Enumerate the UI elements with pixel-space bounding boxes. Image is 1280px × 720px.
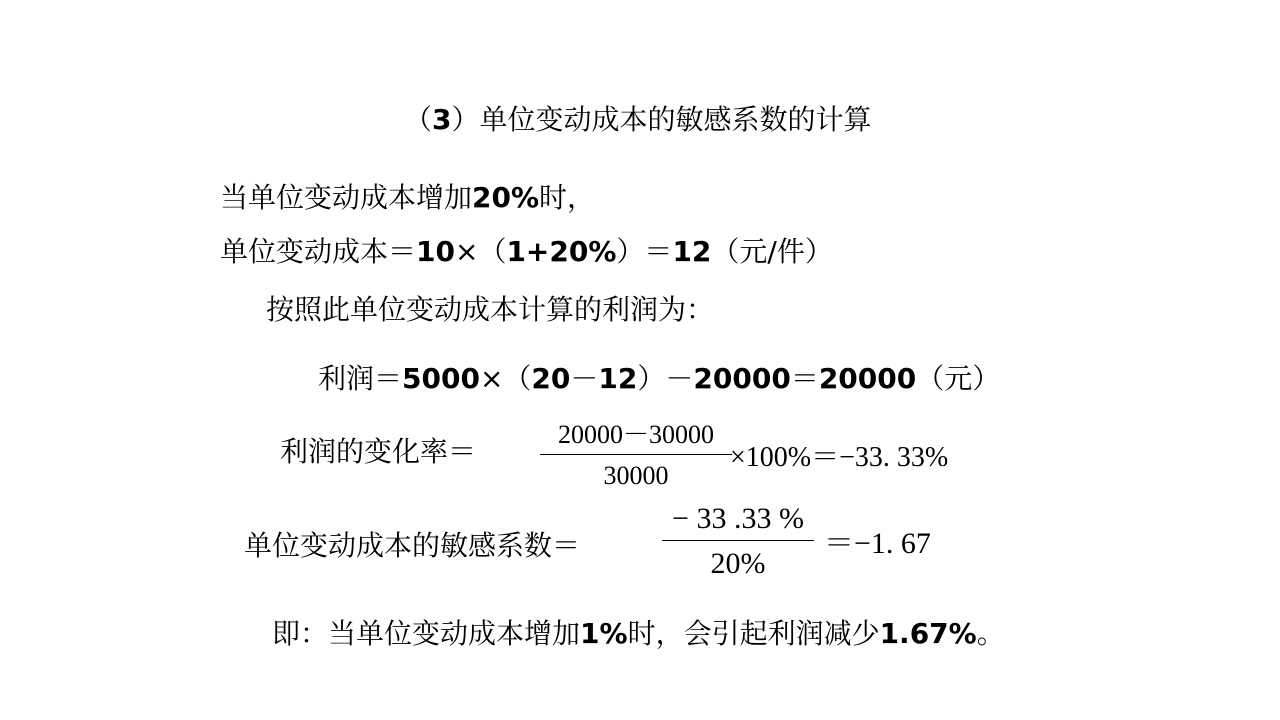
- title-number: 3: [432, 103, 452, 136]
- profit-volume: 5000: [402, 362, 480, 395]
- profit-formula: [318, 361, 1000, 397]
- profit-intro: [266, 292, 714, 328]
- profit-unit-cost: 12: [598, 362, 638, 395]
- unit-cost-formula: [220, 234, 833, 270]
- unit-cost-result: 12: [672, 235, 712, 268]
- conclusion: [272, 616, 1005, 652]
- page-title: [404, 102, 872, 138]
- sensitivity-result: ＝−1. 67: [824, 527, 931, 560]
- conclusion-text-a: 即：当单位变动成本增加: [272, 617, 581, 650]
- profit-equals: ＝: [790, 362, 819, 395]
- profit-fixed-cost: 20000: [693, 362, 791, 395]
- unit-cost-base: 10: [416, 235, 455, 268]
- condition-percent: 20%: [472, 181, 540, 214]
- profit-label: 利润＝: [318, 362, 403, 395]
- conclusion-text-c: 。: [976, 617, 1005, 650]
- fraction-bar: [540, 454, 732, 455]
- profit-minus: －: [570, 362, 599, 395]
- condition-line: [220, 180, 595, 216]
- change-rate-label: 利润的变化率＝: [280, 435, 477, 468]
- fraction-bar: [662, 540, 814, 541]
- profit-unit: （元）: [916, 362, 1001, 395]
- unit-cost-label: 单位变动成本＝: [220, 235, 417, 268]
- sensitivity-label: 单位变动成本的敏感系数＝: [244, 529, 581, 562]
- condition-suffix: 时，: [539, 181, 596, 214]
- change-rate-fraction: [540, 420, 732, 491]
- unit-cost-times: ×（: [454, 235, 507, 268]
- sensitivity-fraction: [662, 502, 814, 581]
- profit-result: 20000: [818, 362, 917, 395]
- change-rate-result: ×100%＝−33. 33%: [730, 442, 949, 473]
- sensitivity-numerator: − 33 .33 %: [672, 502, 804, 535]
- profit-times: ×（: [479, 362, 532, 395]
- change-rate-denominator: 30000: [603, 461, 669, 490]
- profit-price: 20: [531, 362, 571, 395]
- title-prefix: （: [404, 103, 433, 136]
- unit-cost-equals: ）＝: [616, 235, 673, 268]
- conclusion-percent-2: 1.67%: [879, 617, 977, 650]
- unit-cost-unit: （元/件）: [711, 235, 833, 268]
- profit-intro-text: 按照此单位变动成本计算的利润为：: [266, 293, 715, 326]
- change-rate-numerator: 20000－30000: [557, 420, 714, 449]
- condition-text: 当单位变动成本增加: [220, 181, 473, 214]
- sensitivity-denominator: 20%: [710, 547, 766, 580]
- conclusion-text-b: 时，会引起利润减少: [627, 617, 880, 650]
- conclusion-percent-1: 1%: [580, 617, 628, 650]
- profit-close-minus: ）－: [637, 362, 694, 395]
- unit-cost-factor: 1+20%: [506, 235, 617, 268]
- title-text: ）单位变动成本的敏感系数的计算: [451, 103, 872, 136]
